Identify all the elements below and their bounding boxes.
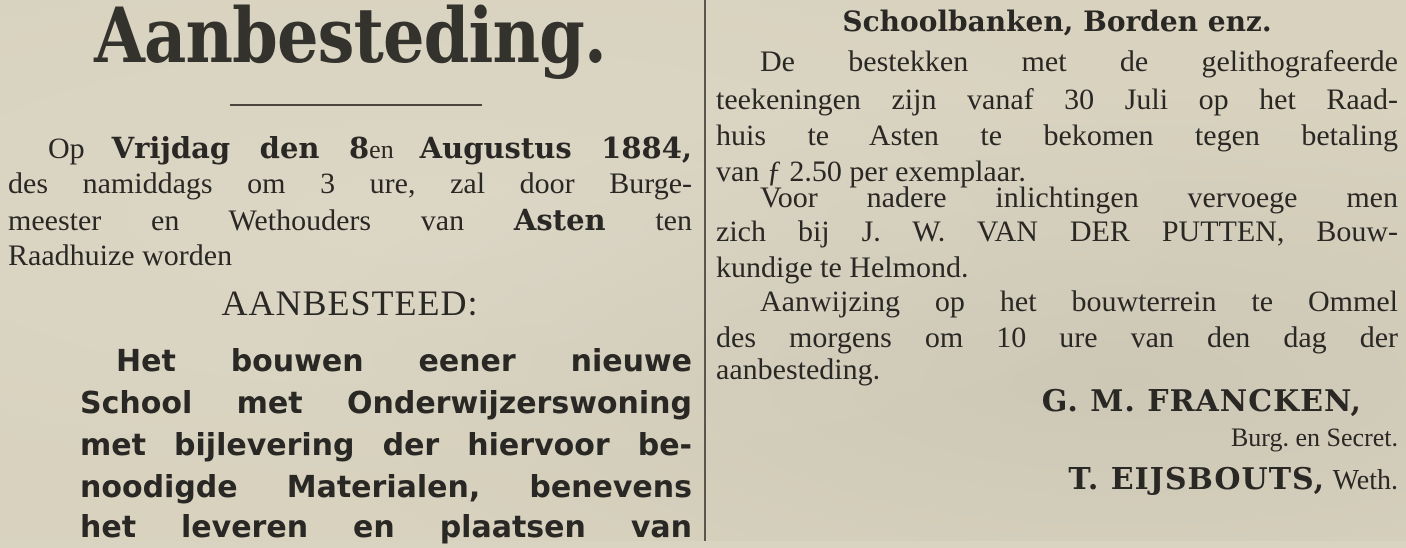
para2-line-3: kundige te Helmond. [716,251,969,284]
signature-francken-name: G. M. FRANCKEN, [1041,384,1362,419]
para3-line-3: aanbesteding. [716,353,881,386]
intro-text-en: en [369,135,420,164]
heading-schoolbanken: Schoolbanken, Borden enz. [842,5,1272,38]
work-line-2: School met Onderwijzerswoning [80,386,692,421]
intro-line-4: Raadhuize worden [8,239,233,272]
intro-date-month: Augustus 1884, [419,131,692,165]
para1-line-1: De bestekken met de gelithografeerde [760,45,1398,78]
para2-line-2: zich bij J. W. VAN DER PUTTEN, Bouw- [716,215,1398,248]
work-line-1: Het bouwen eener nieuwe [116,344,692,379]
intro-text-op: Op [48,132,112,165]
column-divider [704,0,706,541]
headline: Aanbesteding. [94,0,606,80]
signature-francken [716,384,1398,420]
signature-francken-title: Burg. en Secret. [1230,423,1398,452]
subhead-aanbesteed: AANBESTEED: [221,283,479,323]
signature-eijsbouts-title: Weth. [1332,465,1398,496]
intro-line-3 [8,202,692,239]
intro-line-1 [8,130,692,168]
intro-date-day: Vrijdag den 8 [111,131,370,165]
signature-eijsbouts-name: T. EIJSBOUTS, [1068,462,1326,497]
para2-line-1: Voor nadere inlichtingen vervoege men [760,181,1398,214]
intro-text-wethouders: meester en Wethouders van [8,204,514,237]
intro-place-asten: Asten [513,203,606,237]
signature-eijsbouts [716,462,1398,499]
work-line-5: het leveren en plaatsen van [80,510,692,545]
para3-line-2: des morgens om 10 ure van den dag der [716,321,1398,354]
intro-text-ten: ten [605,204,692,237]
work-line-4: noodigde Materialen, benevens [80,470,692,505]
para1-line-4: van ƒ 2.50 per exemplaar. [716,155,1026,188]
para1-line-3: huis te Asten te bekomen tegen betaling [716,119,1398,152]
headline-rule [230,104,482,106]
para3-line-1: Aanwijzing op het bouwterrein te Ommel [760,285,1398,318]
intro-line-2: des namiddags om 3 ure, zal door Burge- [8,167,692,200]
right-column [716,0,1398,541]
work-line-3: met bijlevering der hiervoor be- [80,428,692,463]
para1-line-2: teekeningen zijn vanaf 30 Juli op het Raad- [716,83,1398,116]
left-column [8,0,692,545]
